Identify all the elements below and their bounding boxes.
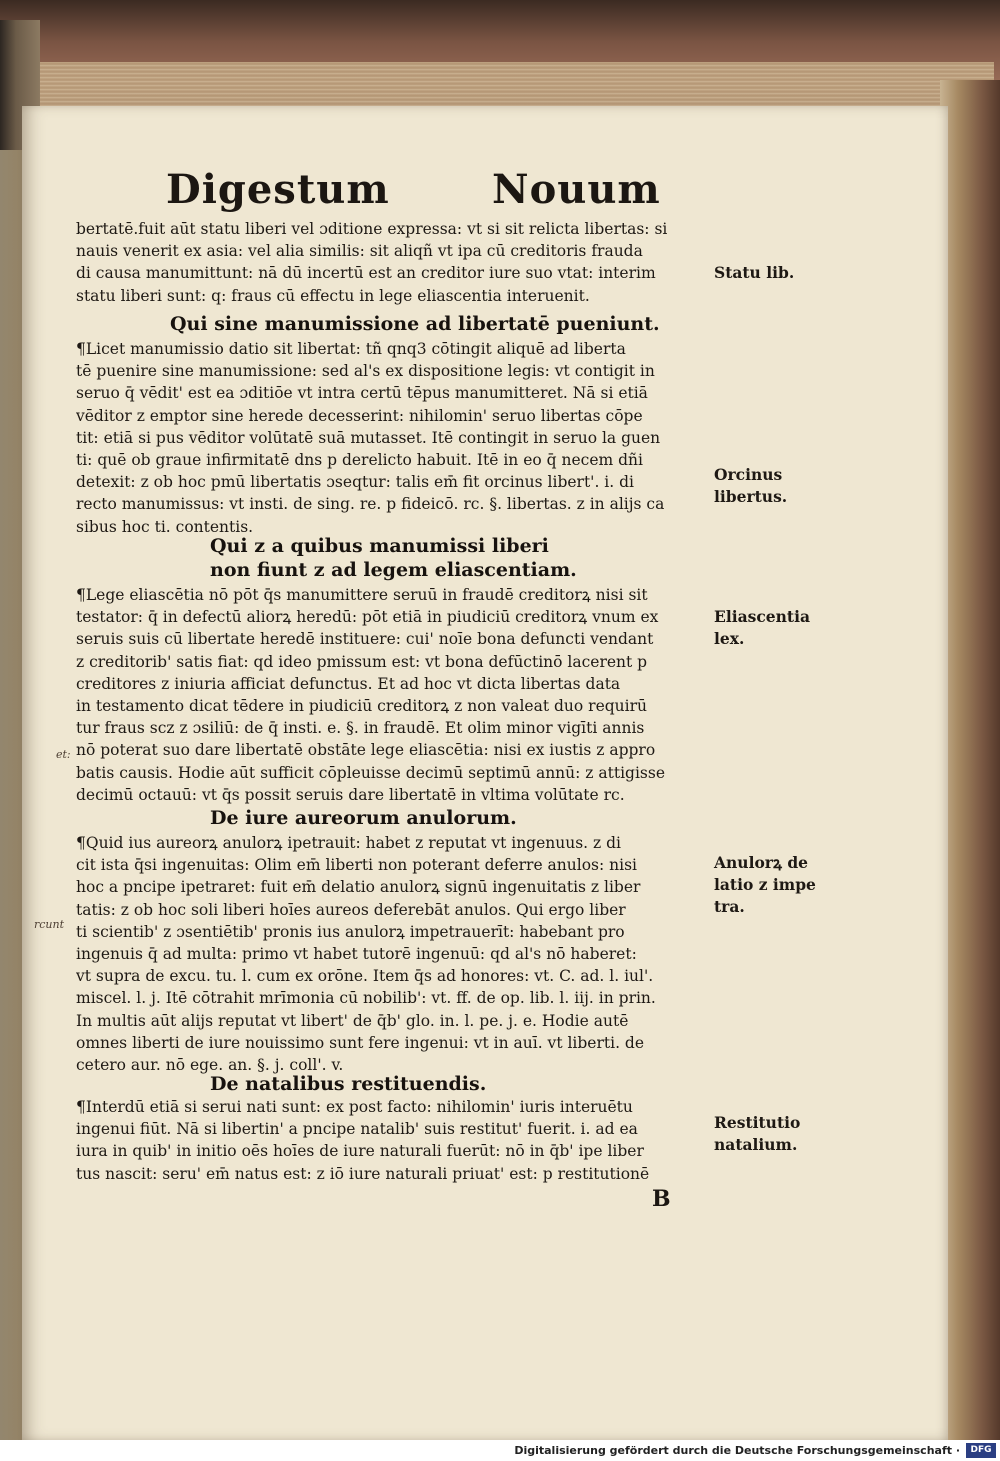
handwritten-note: et: xyxy=(56,748,71,761)
text-line: miscel. l. j. Itē cōtrahit mrīmonia cū nobilib': vt. ff. de op. lib. l. iij. in prin. xyxy=(76,989,656,1008)
text-line: batis causis. Hodie aūt sufficit cōpleuisse decimū septimū annū: z attigisse xyxy=(76,763,666,782)
text-line: z creditorib' satis fiat: qd ideo pmissum est: vt bona defūctinō lacerent p xyxy=(76,652,648,671)
text-line: statu liberi sunt: q: fraus cū effectu in lege eliascentia interuenit. xyxy=(76,286,590,305)
text-line: seruo q̄ vēdit' est ea ɔditiōe vt intra certū tēpus manumitteret. Nā si etiā xyxy=(76,384,648,403)
text-line: ti: quē ob graue infirmitatē dns p derelicto habuit. Itē in eo q̄ necem dñi xyxy=(76,451,643,470)
section-heading-line2: non fiunt z ad legem eliascentiam. xyxy=(210,559,577,581)
margin-note: Statu lib. xyxy=(714,263,795,282)
text-line: ingenui fiūt. Nā si libertin' a pncipe natalib' suis restitut' fuerit. i. ad ea xyxy=(76,1120,638,1139)
text-line: tē puenire sine manumissione: sed al's ex dispositione legis: vt contigit in xyxy=(76,362,655,381)
text-line: seruis suis cū libertate heredē instituere: cui' noīe bona defuncti vendant xyxy=(76,630,654,649)
funding-credit: Digitalisierung gefördert durch die Deutsche Forschungsgemeinschaft · xyxy=(514,1444,960,1457)
text-line: detexit: z ob hoc pmū libertatis ɔseqtur: talis em̄ fit orcinus libert'. i. di xyxy=(76,473,634,492)
margin-note: Orcinus libertus. xyxy=(714,465,788,506)
text-line: nauis venerit ex asia: vel alia similis: sit aliqñ vt ipa cū creditoris frauda xyxy=(76,242,643,261)
text-line: ¶Lege eliascētia nō pōt q̄s manumittere seruū in fraudē creditorꝝ nisi sit xyxy=(76,586,648,604)
text-line: tus nascit: seru' em̄ natus est: z iō iure naturali priuat' est: p restitutionē xyxy=(76,1164,650,1183)
running-title-right: Nouum xyxy=(492,166,661,213)
text-line: ¶Interdū etiā si serui nati sunt: ex post facto: nihilomin' iuris interuētu xyxy=(76,1098,633,1116)
text-block-manumission xyxy=(76,338,712,538)
text-block-intro xyxy=(76,218,712,307)
handwritten-note: rcunt xyxy=(34,918,65,931)
text-line: testator: q̄ in defectū aliorꝝ heredū: pōt etiā in piudiciū creditorꝝ vnum ex xyxy=(76,608,659,627)
text-line: nō poterat suo dare libertatē obstāte lege eliascētia: nisi ex iustis z appro xyxy=(76,741,656,760)
right-page-stack xyxy=(940,80,1000,1440)
section-heading: De natalibus restituendis. xyxy=(210,1073,487,1095)
text-line: ¶Licet manumissio datio sit libertat: tñ qnq3 cōtingit aliquē ad liberta xyxy=(76,340,626,358)
text-line: In multis aūt alijs reputat vt libert' de q̄b' glo. in. l. pe. j. e. Hodie autē xyxy=(76,1011,629,1030)
text-line: di causa manumittunt: nā dū incertū est an creditor iure suo vtat: interim xyxy=(76,264,656,283)
text-line: sibus hoc ti. contentis. xyxy=(76,517,254,536)
text-line: bertatē.fuit aūt statu liberi vel ɔditione expressa: vt si sit relicta libertas: si xyxy=(76,220,668,238)
text-block-eliascentia xyxy=(76,584,712,806)
margin-note: Restitutio natalium. xyxy=(714,1113,801,1154)
text-line: cetero aur. nō ege. an. §. j. coll'. v. xyxy=(76,1056,344,1075)
text-line: in testamento dicat tēdere in piudiciū creditorꝝ z non valeat duo requirū xyxy=(76,697,647,716)
text-line: decimū octauū: vt q̄s possit seruis dare libertatē in vltima volūtate rc. xyxy=(76,785,625,804)
text-line: ingenuis q̄ ad multa: primo vt habet tutorē ingenuū: qd al's nō haberet: xyxy=(76,945,637,964)
footer-bar xyxy=(0,1440,1000,1461)
signature-mark: B xyxy=(652,1186,671,1212)
text-line: vt supra de excu. tu. l. cum ex orōne. Item q̄s ad honores: vt. C. ad. l. iul'. xyxy=(76,967,654,986)
text-line: ¶Quid ius aureorꝝ anulorꝝ ipetrauit: habet z reputat vt ingenuus. z di xyxy=(76,834,622,852)
text-line: hoc a pncipe ipetraret: fuit em̄ delatio anulorꝝ signū ingenuitatis z liber xyxy=(76,878,641,897)
text-line: tatis: z ob hoc soli liberi hoīes aureos deferebāt anulos. Qui ergo liber xyxy=(76,900,626,919)
text-block-natales xyxy=(76,1096,712,1185)
text-line: tur fraus scz z ɔsiliū: de q̄ insti. e. §. in fraudē. Et olim minor vigīti annis xyxy=(76,719,645,738)
text-line: iura in quib' in initio oēs hoīes de iure naturali fuerūt: nō in q̄b' ipe liber xyxy=(76,1142,644,1161)
running-title-left: Digestum xyxy=(166,166,390,213)
text-line: tit: etiā si pus vēditor volūtatē suā mutasset. Itē contingit in seruo la guen xyxy=(76,428,661,447)
margin-note: Eliascentia lex. xyxy=(714,607,811,648)
text-block-anuli xyxy=(76,832,712,1076)
text-line: recto manumissus: vt insti. de sing. re. p fideicō. rc. §. libertas. z in alijs ca xyxy=(76,495,665,514)
margin-note: Anulorꝝ de latio z impe tra. xyxy=(714,853,816,916)
text-line: omnes liberti de iure nouissimo sunt fere ingenui: vt in auī. vt liberti. de xyxy=(76,1033,645,1052)
text-line: ti scientib' z ɔsentiētib' pronis ius anulorꝝ impetrauerīt: habebant pro xyxy=(76,922,625,941)
text-line: cit ista q̄si ingenuitas: Olim em̄ liberti non poterant deferre anulos: nisi xyxy=(76,856,638,875)
section-heading: De iure aureorum anulorum. xyxy=(210,807,517,829)
section-heading: Qui sine manumissione ad libertatē pueniunt. xyxy=(170,313,660,335)
section-heading: Qui z a quibus manumissi liberi xyxy=(210,535,549,557)
text-line: creditores z iniuria afficiat defunctus. Et ad hoc vt dicta libertas data xyxy=(76,674,621,693)
text-line: vēditor z emptor sine herede decesserint: nihilomin' seruo libertas cōpe xyxy=(76,406,643,425)
dfg-logo: DFG xyxy=(966,1443,996,1458)
